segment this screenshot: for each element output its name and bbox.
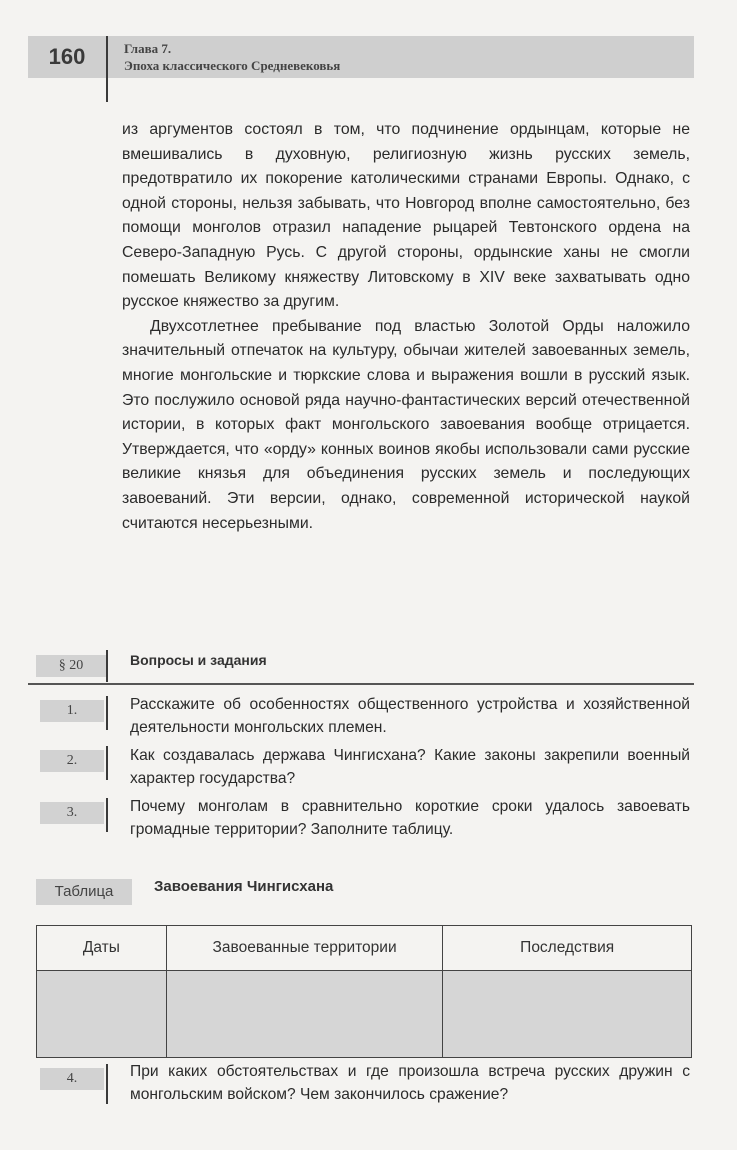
chapter-heading	[124, 40, 340, 74]
table-cell-territories	[166, 971, 443, 1058]
question-divider-1	[106, 696, 108, 730]
question-text-1: Расскажите об особенностях общественного устройства и хозяйственной деятельности монгольских племен.	[130, 696, 690, 736]
table-row	[37, 971, 692, 1058]
paragraph-2: Двухсотлетнее пребывание под властью Золотой Орды наложило значительный отпечаток на культуру, обычаи жителей завоеванных земель, многие монгольские и тюркские слова и выражения вошли в русский язык. Это послужило основой ряда научно-фантастических версий отечественной истории, в которых факт монгольского завоевания вообще отрицается. Утверждается, что «орду» конных воинов якобы использовали сами русские великие князья для объединения русских земель и последующих завоеваний. Эти версии, однако, современной исторической наукой считаются несерьезными.	[122, 317, 690, 532]
column-header-dates: Даты	[37, 926, 167, 971]
table-header-row	[37, 926, 692, 971]
column-header-territories: Завоеванные территории	[166, 926, 443, 971]
question-number-3: 3.	[40, 802, 104, 824]
table-cell-consequences	[443, 971, 692, 1058]
table-cell-dates	[37, 971, 167, 1058]
conquests-table	[36, 925, 692, 1058]
question-number-1: 1.	[40, 700, 104, 722]
question-text-2: Как создавалась держава Чингисхана? Какие законы закрепили военный характер государства?	[130, 747, 690, 787]
chapter-label: Глава 7.	[124, 41, 172, 56]
question-text-3: Почему монголам в сравнительно короткие сроки удалось завоевать громадные территории? Заполните таблицу.	[130, 798, 690, 838]
table-title: Завоевания Чингисхана	[154, 878, 334, 895]
page-number: 160	[48, 44, 86, 69]
question-text-4: При каких обстоятельствах и где произошла встреча русских дружин с монгольским войском? Чем закончилось сражение?	[130, 1063, 690, 1103]
section-rule	[28, 683, 694, 685]
column-header-consequences: Последствия	[443, 926, 692, 971]
body-text	[122, 118, 690, 536]
question-number-2: 2.	[40, 750, 104, 772]
question-divider-4	[106, 1064, 108, 1104]
section-divider	[106, 650, 108, 682]
question-number-4: 4.	[40, 1068, 104, 1090]
question-divider-2	[106, 746, 108, 780]
table-label: Таблица	[36, 879, 132, 905]
paragraph-1: из аргументов состоял в том, что подчинение ордынцам, которые не вмешивались в духовную, религиозную жизнь русских земель, предотвратило их покорение католическими странами Европы. Однако, с одной стороны, нельзя забывать, что Новгород вполне самостоятельно, без помощи монголов отразил нападение рыцарей Тевтонского ордена на Северо-Западную Русь. С другой стороны, ордынские ханы не смогли помешать Великому княжеству Литовскому в XIV веке захватывать одно русское княжество за другим.	[122, 121, 690, 311]
question-divider-3	[106, 798, 108, 832]
header-divider	[106, 36, 108, 102]
chapter-title: Эпоха классического Средневековья	[124, 58, 341, 73]
section-tag: § 20	[36, 655, 106, 677]
section-title: Вопросы и задания	[130, 652, 267, 668]
